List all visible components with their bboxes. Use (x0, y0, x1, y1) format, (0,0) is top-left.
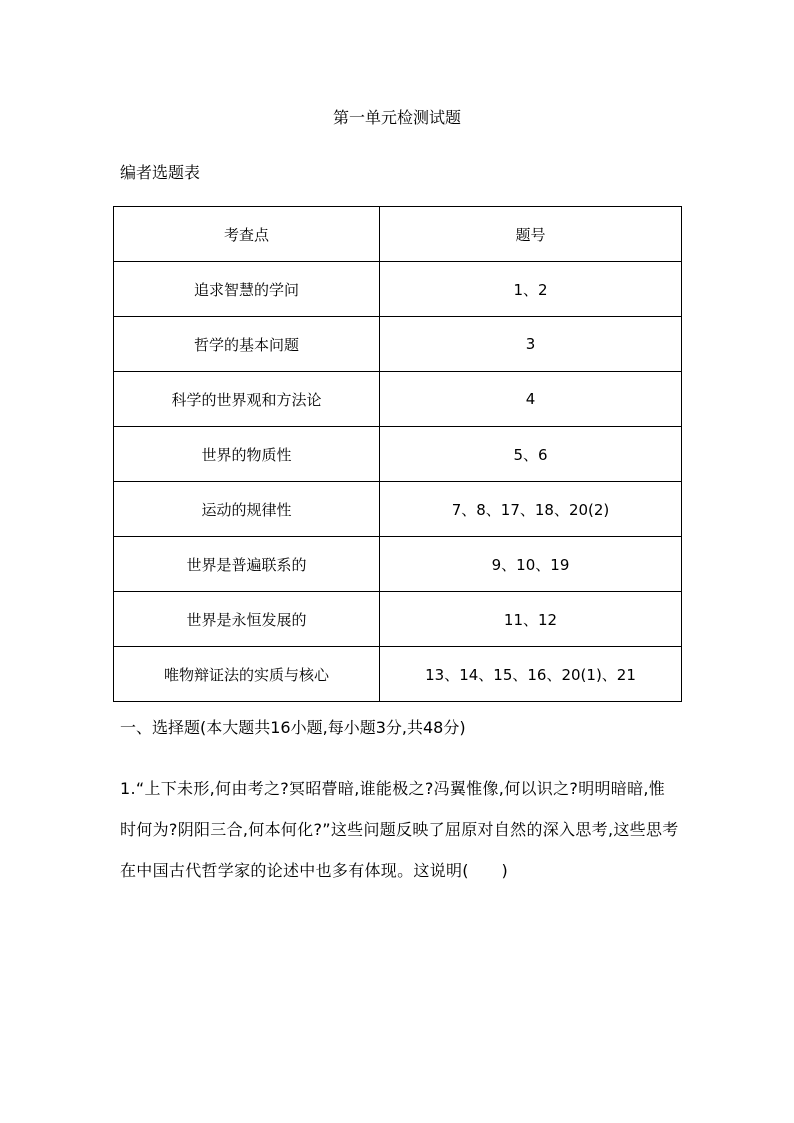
header-question-number: 题号 (380, 207, 682, 262)
table-row (114, 482, 682, 537)
table-row (114, 262, 682, 317)
number-cell: 3 (380, 317, 682, 372)
document-title: 第一单元检测试题 (332, 108, 461, 127)
table-row (114, 427, 682, 482)
table-caption: 编者选题表 (120, 163, 201, 182)
topic-cell: 唯物辩证法的实质与核心 (114, 647, 380, 702)
topic-selection-table (113, 206, 682, 702)
table-row (114, 647, 682, 702)
section-heading: 一、选择题(本大题共16小题,每小题3分,共48分) (120, 718, 466, 737)
topic-cell: 世界的物质性 (114, 427, 380, 482)
number-cell: 7、8、17、18、20(2) (380, 482, 682, 537)
number-cell: 4 (380, 372, 682, 427)
topic-cell: 运动的规律性 (114, 482, 380, 537)
table-header-row (114, 207, 682, 262)
table-row (114, 372, 682, 427)
table-row (114, 592, 682, 647)
table-row (114, 537, 682, 592)
number-cell: 1、2 (380, 262, 682, 317)
number-cell: 11、12 (380, 592, 682, 647)
topic-cell: 世界是永恒发展的 (114, 592, 380, 647)
topic-cell: 科学的世界观和方法论 (114, 372, 380, 427)
number-cell: 13、14、15、16、20(1)、21 (380, 647, 682, 702)
number-cell: 9、10、19 (380, 537, 682, 592)
topic-cell: 哲学的基本问题 (114, 317, 380, 372)
number-cell: 5、6 (380, 427, 682, 482)
topic-cell: 追求智慧的学问 (114, 262, 380, 317)
topic-cell: 世界是普遍联系的 (114, 537, 380, 592)
header-topic: 考查点 (114, 207, 380, 262)
table-row (114, 317, 682, 372)
question-1-text: 1.“上下未形,何由考之?冥昭瞢暗,谁能极之?冯翼惟像,何以识之?明明暗暗,惟时何为?阴阳三合,何本何化?”这些问题反映了屈原对自然的深入思考,这些思考在中国古代哲学家的论述中也多有体现。这说明( ) (120, 779, 679, 880)
